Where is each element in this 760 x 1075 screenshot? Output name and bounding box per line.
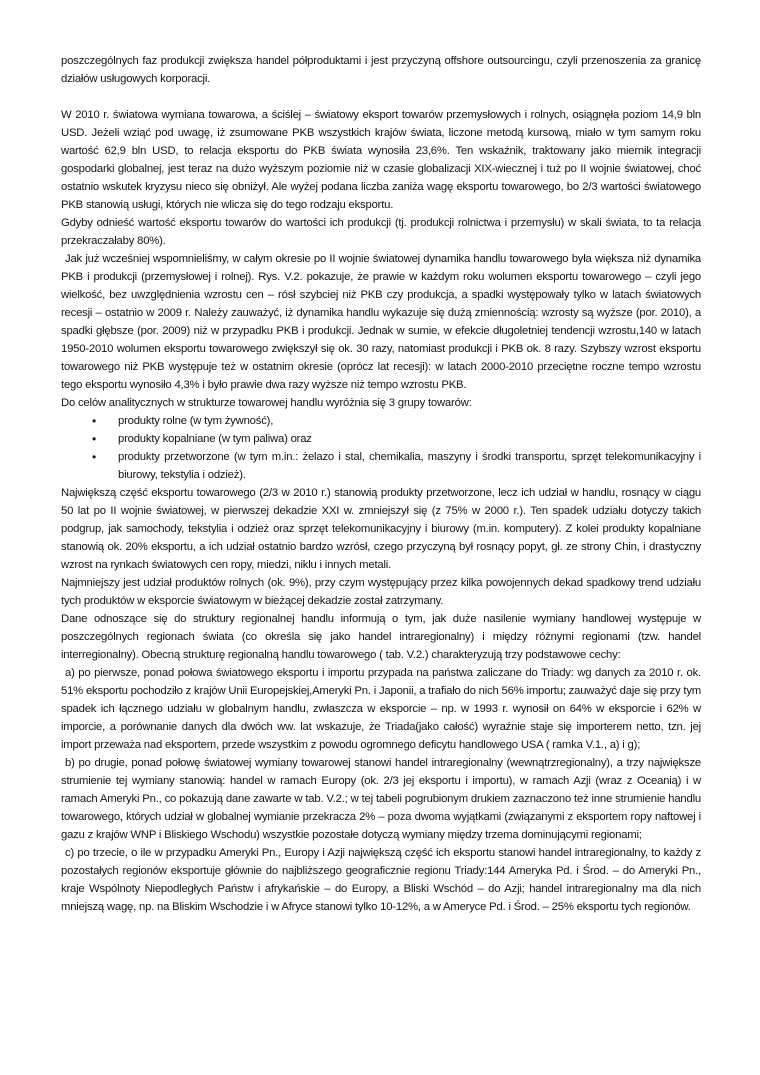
paragraph-feature-c-regions: c) po trzecie, o ile w przypadku Ameryki Pn., Europy i Azji największą część ich eksportu stanowi handel intraregionalny, to każdy z pozostałych regionów eksportuje głównie do najbliższego geograficznie regionu Triady:144 Ameryka Pd. i Środ. – do Ameryki Pn., kraje Wspólnoty Niepodległych Państw i afrykańskie – do Europy, a Bliski Wschód – do Azji; handel intraregionalny ma dla nich mniejszą wagę, np. na Bliskim Wschodzie i w Afryce stanowi tylko 10-12%, a w Ameryce Pd. i Środ. – 25% eksportu tych regionów.: [61, 847, 701, 913]
paragraph-trade-dynamics: Jak już wcześniej wspomnieliśmy, w całym okresie po II wojnie światowej dynamika handlu towarowego była większa niż dynamika PKB i produkcji (przemysłowej i rolnej). Rys. V.2. pokazuje, że prawie w każdym roku wolumen eksportu towarowego – czyli jego wielkość, bez uwzględnienia wzrostu cen – rósł szybciej niż PKB czy produkcja, a spadki występowały tylko w latach światowych recesji – ostatnio w 2009 r. Należy zauważyć, iż dynamika handlu wykazuje się dużą zmiennością: wzrosty są wyższe (por. 2010), a spadki głębsze (por. 2009) niż w przypadku PKB i produkcji. Jednak w sumie, w efekcie długoletniej tendencji wzrostu,140 w latach 1950-2010 wolumen eksportu towarowego zwiększył się ok. 30 razy, natomiast produkcji i PKB ok. 8 razy. Szybszy wzrost eksportu towarowego niż PKB występuje też w ostatnim okresie (oprócz lat recesji): w latach 2000-2010 przeciętne roczne tempo wzrostu tego eksportu wynosiło 4,3% i było prawie dwa razy wyższe niż tempo wzrostu PKB.: [61, 253, 701, 391]
list-item-text: produkty rolne (w tym żywność),: [118, 415, 274, 427]
bullet-icon: •: [92, 414, 97, 428]
paragraph-offshore-outsourcing: poszczególnych faz produkcji zwiększa handel półproduktami i jest przyczyną offshore outsourcingu, czyli przenoszenia za granicę działów usługowych korporacji.: [61, 55, 701, 85]
bullet-icon: •: [92, 432, 97, 446]
paragraph-export-vs-production: Gdyby odnieść wartość eksportu towarów do wartości ich produkcji (tj. produkcji rolnictwa i przemysłu) w skali świata, to ta relacja przekraczałaby 80%).: [61, 217, 701, 247]
paragraph-regional-structure-intro: Dane odnoszące się do struktury regionalnej handlu informują o tym, jak duże nasilenie wymiany handlowej występuje w poszczególnych regionach świata (co określa się jako handel intraregionalny) i między różnymi regionami (tzw. handel interregionalny). Obecną strukturę regionalną handlu towarowego ( tab. V.2.) charakteryzują trzy podstawowe cechy:: [61, 613, 701, 661]
product-groups-list: [61, 412, 701, 484]
list-item-processed-products: [61, 448, 701, 484]
list-item-text: produkty przetworzone (w tym m.in.: żelazo i stal, chemikalia, maszyny i środki transportu, sprzęt telekomunikacyjny i biurowy, tekstylia i odzież).: [118, 451, 701, 481]
list-item-agricultural-products: [61, 412, 701, 430]
list-item-text: produkty kopalniane (w tym paliwa) oraz: [118, 433, 312, 445]
paragraph-agricultural-share: Najmniejszy jest udział produktów rolnych (ok. 9%), przy czym występujący przez kilka powojennych dekad spadkowy trend udziału tych produktów w eksporcie światowym w bieżącej dekadzie został zatrzymany.: [61, 577, 701, 607]
paragraph-product-groups-intro: Do celów analitycznych w strukturze towarowej handlu wyróżnia się 3 grupy towarów:: [61, 397, 472, 409]
paragraph-processed-share: Największą część eksportu towarowego (2/3 w 2010 r.) stanowią produkty przetworzone, lecz ich udział w handlu, rosnący w ciągu 50 lat po II wojnie światowej, w pierwszej dekadzie XXI w. zmniejszył się (z 75% w 2000 r.). Ten spadek udziału dotyczy takich podgrup, jak samochody, tekstylia i odzież oraz sprzęt telekomunikacyjny i biurowy (m.in. komputery). Z kolei produkty kopalniane stanowią ok. 20% eksportu, a ich udział ostatnio bardzo wzrósł, czego przyczyną był rosnący popyt, gł. ze strony Chin, i drastyczny wzrost na rynkach światowych cen ropy, miedzi, niklu i innych metali.: [61, 487, 701, 571]
bullet-icon: •: [92, 450, 97, 464]
paragraph-world-trade-2010: W 2010 r. światowa wymiana towarowa, a ściślej – światowy eksport towarów przemysłowych i rolnych, osiągnęła poziom 14,9 bln USD. Jeżeli wziąć pod uwagę, iż zsumowane PKB wszystkich krajów świata, liczone metodą kursową, miało w tym samym roku wartość 62,9 bln USD, to relacja eksportu do PKB świata wynosiła 23,6%. Ten wskaźnik, traktowany jako miernik integracji gospodarki globalnej, jest teraz na dużo wyższym poziomie niż w czasie globalizacji XIX-wiecznej i tuż po II wojnie światowej, choć ostatnio wskutek kryzysu nieco się obniżył. Ale wyżej podana liczba zaniża wagę eksportu towarowego, bo 2/3 wartości światowego PKB stanowią usługi, których nie wlicza się do tego rodzaju eksportu.: [61, 109, 701, 211]
list-item-mining-products: [61, 430, 701, 448]
paragraph-feature-a-triad: a) po pierwsze, ponad połowa światowego eksportu i importu przypada na państwa zaliczane do Triady: wg danych za 2010 r. ok. 51% eksportu pochodziło z krajów Unii Europejskiej,Ameryki Pn. i Japonii, a trafiało do nich 56% importu; zauważyć daje się przy tym spadek ich łącznego udziału w globalnym handlu, zwłaszcza w eksporcie – np. w 1993 r. wynosił on 64% w eksporcie i 62% w imporcie, a porównanie danych dla dwóch ww. lat wskazuje, że Triada(jako całość) wyraźnie staje się importerem netto, tzn. jej import przeważa nad eksportem, przede wszystkim z powodu ogromnego deficytu handlowego USA ( ramka V.1., a) i g);: [61, 667, 701, 751]
paragraph-feature-b-intraregional: b) po drugie, ponad połowę światowej wymiany towarowej stanowi handel intraregionalny (wewnątrzregionalny), a trzy największe strumienie tej wymiany stanowią: handel w ramach Europy (ok. 2/3 jej eksportu i importu), w ramach Azji (wraz z Oceanią) i w ramach Ameryki Pn., co pokazują dane zawarte w tab. V.2.; w tej tabeli pogrubionym drukiem zaznaczono też inne strumienie handlu towarowego, których udział w globalnej wymianie przekracza 2% – poza dwoma wyjątkami (związanymi z eksportem ropy naftowej i gazu z krajów WNP i Bliskiego Wschodu) wszystkie pozostałe dotyczą wymiany między trzema dominującymi regionami;: [61, 757, 701, 841]
